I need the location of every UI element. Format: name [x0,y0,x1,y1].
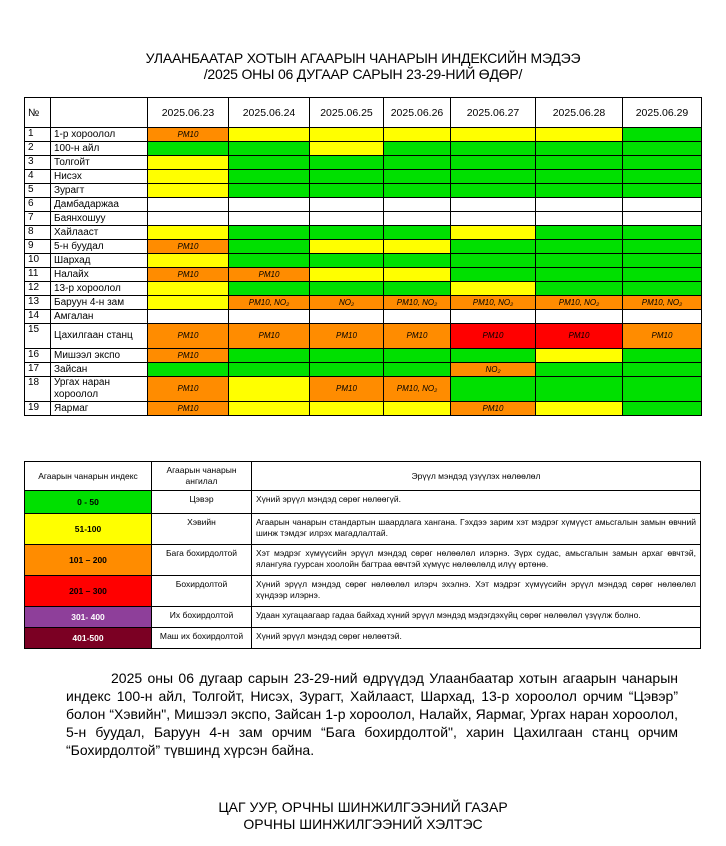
aqi-cell [536,377,623,402]
table-row [25,363,702,377]
aqi-cell [310,128,384,142]
aqi-table-header [25,98,702,128]
row-number: 18 [25,377,51,402]
aqi-cell [384,268,451,282]
aqi-cell [384,282,451,296]
aqi-cell [310,226,384,240]
legend-health-effect: Хэт мэдрэг хүмүүсийн эрүүл мэндэд сөрөг нөлөөлөл илэрнэ. Зүрх судас, амьсгалын замын архаг өвчтэй, ялангуяа гуурсан хоолойн багтраа өвчтэй хүмүүс нөлөөлөлд илүү өртөнө. [252,545,701,576]
aqi-cell [229,170,310,184]
location-name: 1-р хороолол [51,128,148,142]
aqi-cell: PM10 [148,240,229,254]
table-row [25,310,702,324]
table-row [25,349,702,363]
aqi-cell [229,310,310,324]
location-name: Яармаг [51,402,148,416]
aqi-cell [451,142,536,156]
aqi-cell [384,184,451,198]
aqi-cell [148,212,229,226]
aqi-cell [310,349,384,363]
aqi-cell [623,268,702,282]
aqi-cell [623,184,702,198]
aqi-cell [310,254,384,268]
aqi-cell [384,128,451,142]
location-name: Баруун 4-н зам [51,296,148,310]
row-number: 1 [25,128,51,142]
header-date: 2025.06.27 [451,98,536,128]
header-date: 2025.06.23 [148,98,229,128]
aqi-cell [384,310,451,324]
table-row [25,128,702,142]
aqi-cell [451,240,536,254]
aqi-cell [451,170,536,184]
location-name: 100-н айл [51,142,148,156]
location-name: Хайлааст [51,226,148,240]
aqi-cell: PM10 [229,324,310,349]
aqi-cell [451,226,536,240]
aqi-cell [384,156,451,170]
legend-index-range: 301- 400 [25,607,152,628]
legend-category: Бага бохирдолтой [152,545,252,576]
aqi-cell [384,198,451,212]
legend-health-effect: Хүний эрүүл мэндэд сөрөг нөлөөлөл илэрч эхэлнэ. Хэт мэдрэг хүмүүсийн эрүүл мэндэд сөрөг нөлөөлөл хүндээр илэрнэ. [252,576,701,607]
aqi-cell [623,349,702,363]
aqi-cell [310,282,384,296]
legend-index-range: 401-500 [25,628,152,649]
legend-row [25,491,701,514]
legend-index-range: 0 - 50 [25,491,152,514]
aqi-cell [229,363,310,377]
row-number: 2 [25,142,51,156]
row-number: 3 [25,156,51,170]
location-name: Налайх [51,268,148,282]
aqi-cell [451,212,536,226]
aqi-cell: PM10 [451,402,536,416]
aqi-cell [451,268,536,282]
aqi-cell: PM10, NO₂ [229,296,310,310]
aqi-cell [451,349,536,363]
aqi-cell [623,282,702,296]
row-number: 7 [25,212,51,226]
aqi-cell: PM10 [536,324,623,349]
legend-index-range: 101 – 200 [25,545,152,576]
aqi-cell [384,170,451,184]
aqi-cell [148,142,229,156]
aqi-cell [229,184,310,198]
table-row [25,402,702,416]
aqi-cell [148,156,229,170]
header-date: 2025.06.28 [536,98,623,128]
aqi-cell [623,170,702,184]
aqi-cell: PM10, NO₂ [384,296,451,310]
aqi-cell [536,142,623,156]
aqi-cell [536,402,623,416]
table-row [25,156,702,170]
header-date: 2025.06.29 [623,98,702,128]
aqi-cell: NO₂ [451,363,536,377]
legend-category: Цэвэр [152,491,252,514]
legend-category: Маш их бохирдолтой [152,628,252,649]
aqi-cell [148,184,229,198]
table-row [25,377,702,402]
aqi-cell [536,170,623,184]
aqi-cell [148,363,229,377]
aqi-cell: PM10 [310,377,384,402]
aqi-cell: PM10 [310,324,384,349]
aqi-table-body [25,128,702,416]
aqi-cell [536,198,623,212]
aqi-cell [451,156,536,170]
aqi-cell [623,226,702,240]
aqi-cell [148,170,229,184]
aqi-cell [148,310,229,324]
aqi-cell [623,402,702,416]
aqi-cell [310,212,384,226]
aqi-cell: PM10 [623,324,702,349]
table-row [25,170,702,184]
header-date: 2025.06.26 [384,98,451,128]
table-row [25,324,702,349]
summary-paragraph: 2025 оны 06 дугаар сарын 23-29-ний өдрүүдэд Улаанбаатар хотын агаарын чанарын индекс 100-н айл, Толгойт, Нисэх, Зурагт, Хайлааст, Шархад, 13-р хороолол орчим “Цэвэр” болон “Хэвийн", Мишээл экспо, Зайсан 1-р хороолол, Налайх, Яармаг, Ургах наран хороолол, 5-н буудал, Баруун 4-н зам орчим “Бага бохирдолтой", харин Цахилгаан станц орчим “Бохирдолтой” түвшинд хүрсэн байна. [66,670,678,758]
row-number: 9 [25,240,51,254]
aqi-cell [310,363,384,377]
header-num: № [25,98,51,128]
aqi-cell [229,156,310,170]
row-number: 8 [25,226,51,240]
location-name: Зайсан [51,363,148,377]
aqi-cell [148,254,229,268]
row-number: 13 [25,296,51,310]
header-location [51,98,148,128]
row-number: 6 [25,198,51,212]
aqi-cell [451,310,536,324]
aqi-cell [384,254,451,268]
table-row [25,212,702,226]
aqi-cell: PM10 [384,324,451,349]
aqi-cell [623,363,702,377]
aqi-cell [229,128,310,142]
table-row [25,268,702,282]
aqi-cell [148,282,229,296]
aqi-cell [229,226,310,240]
aqi-cell [623,128,702,142]
table-row [25,282,702,296]
aqi-cell [310,142,384,156]
legend-row [25,545,701,576]
aqi-cell [148,198,229,212]
aqi-cell [623,254,702,268]
aqi-cell: PM10 [148,128,229,142]
aqi-cell [229,254,310,268]
aqi-cell [536,184,623,198]
legend-row [25,628,701,649]
aqi-table [24,97,702,416]
aqi-cell [536,156,623,170]
aqi-cell [623,198,702,212]
location-name: Шархад [51,254,148,268]
aqi-cell: PM10 [148,268,229,282]
aqi-cell [310,170,384,184]
aqi-cell [536,240,623,254]
location-name: Толгойт [51,156,148,170]
aqi-cell: PM10, NO₂ [536,296,623,310]
row-number: 12 [25,282,51,296]
report-title [0,50,726,82]
aqi-cell [384,226,451,240]
aqi-cell: PM10 [451,324,536,349]
aqi-cell [451,198,536,212]
aqi-cell [148,226,229,240]
row-number: 16 [25,349,51,363]
legend-category: Хэвийн [152,514,252,545]
header-date: 2025.06.25 [310,98,384,128]
aqi-cell [451,282,536,296]
aqi-cell [384,212,451,226]
legend-header-effect: Эрүүл мэндэд үзүүлэх нөлөөлөл [252,462,701,491]
aqi-cell: PM10 [148,324,229,349]
report-title-line1: УЛААНБААТАР ХОТЫН АГААРЫН ЧАНАРЫН ИНДЕКСИЙН МЭДЭЭ [145,50,581,66]
row-number: 4 [25,170,51,184]
aqi-cell [229,142,310,156]
row-number: 19 [25,402,51,416]
footer-line1: ЦАГ УУР, ОРЧНЫ ШИНЖИЛГЭЭНИЙ ГАЗАР [218,799,508,815]
aqi-cell [623,142,702,156]
aqi-cell [384,142,451,156]
legend-health-effect: Агаарын чанарын стандартын шаардлага хангана. Гэхдээ зарим хэт мэдрэг хүмүүст амьсгалын замын өвчний шинж тэмдэг илрэх магадлалтай. [252,514,701,545]
legend-header [25,462,701,491]
legend-row [25,576,701,607]
aqi-cell: PM10, NO₂ [384,377,451,402]
aqi-cell [148,296,229,310]
footer [0,799,726,833]
table-row [25,142,702,156]
location-name: Нисэх [51,170,148,184]
legend-index-range: 51-100 [25,514,152,545]
aqi-cell [310,156,384,170]
location-name: Дамбадаржаа [51,198,148,212]
aqi-cell [229,282,310,296]
footer-line2: ОРЧНЫ ШИНЖИЛГЭЭНИЙ ХЭЛТЭС [243,816,483,832]
table-row [25,296,702,310]
header-date: 2025.06.24 [229,98,310,128]
location-name: Амгалан [51,310,148,324]
location-name: 5-н буудал [51,240,148,254]
aqi-cell [451,128,536,142]
aqi-cell: PM10, NO₂ [623,296,702,310]
aqi-cell [451,184,536,198]
aqi-cell [623,156,702,170]
legend-header-index: Агаарын чанарын индекс [25,462,152,491]
aqi-cell [310,198,384,212]
row-number: 10 [25,254,51,268]
aqi-cell [229,198,310,212]
table-row [25,198,702,212]
aqi-cell [536,226,623,240]
aqi-cell [384,240,451,254]
aqi-cell: PM10 [148,377,229,402]
aqi-cell [536,212,623,226]
aqi-cell [451,377,536,402]
aqi-cell [310,268,384,282]
legend-health-effect: Удаан хугацаагаар гадаа байхад хүний эрүүл мэндэд мэдэгдэхүйц сөрөг нөлөөлөл үзүүлж болно. [252,607,701,628]
legend-index-range: 201 – 300 [25,576,152,607]
location-name: Ургах наран хороолол [51,377,148,402]
aqi-cell [384,402,451,416]
aqi-cell: PM10 [229,268,310,282]
legend-table [24,461,701,649]
report-title-line2: /2025 ОНЫ 06 ДУГААР САРЫН 23-29-НИЙ ӨДӨР/ [203,66,523,82]
table-row [25,184,702,198]
aqi-cell: PM10, NO₂ [451,296,536,310]
aqi-cell [623,377,702,402]
aqi-cell [384,363,451,377]
legend-header-category: Агаарын чанарын ангилал [152,462,252,491]
aqi-cell [229,349,310,363]
location-name: 13-р хороолол [51,282,148,296]
table-row [25,226,702,240]
row-number: 11 [25,268,51,282]
aqi-cell [310,310,384,324]
aqi-cell: NO₂ [310,296,384,310]
aqi-cell [536,254,623,268]
aqi-cell [229,240,310,254]
aqi-cell [229,402,310,416]
aqi-cell [536,282,623,296]
aqi-cell [310,184,384,198]
legend-category: Их бохирдолтой [152,607,252,628]
location-name: Мишээл экспо [51,349,148,363]
location-name: Зурагт [51,184,148,198]
aqi-cell [623,212,702,226]
aqi-cell [229,377,310,402]
legend-row [25,607,701,628]
aqi-cell: PM10 [148,349,229,363]
aqi-cell [536,268,623,282]
aqi-cell: PM10 [148,402,229,416]
aqi-cell [536,128,623,142]
legend-health-effect: Хүний эрүүл мэндэд сөрөг нөлөөгүй. [252,491,701,514]
aqi-cell [536,349,623,363]
aqi-cell [623,310,702,324]
aqi-cell [536,363,623,377]
location-name: Баянхошуу [51,212,148,226]
row-number: 5 [25,184,51,198]
location-name: Цахилгаан станц [51,324,148,349]
aqi-cell [451,254,536,268]
aqi-cell [384,349,451,363]
legend-row [25,514,701,545]
aqi-cell [310,240,384,254]
legend-category: Бохирдолтой [152,576,252,607]
row-number: 15 [25,324,51,349]
aqi-cell [623,240,702,254]
legend-health-effect: Хүний эрүүл мэндэд сөрөг нөлөөтэй. [252,628,701,649]
row-number: 14 [25,310,51,324]
table-row [25,240,702,254]
aqi-cell [310,402,384,416]
aqi-cell [536,310,623,324]
table-row [25,254,702,268]
aqi-cell [229,212,310,226]
row-number: 17 [25,363,51,377]
